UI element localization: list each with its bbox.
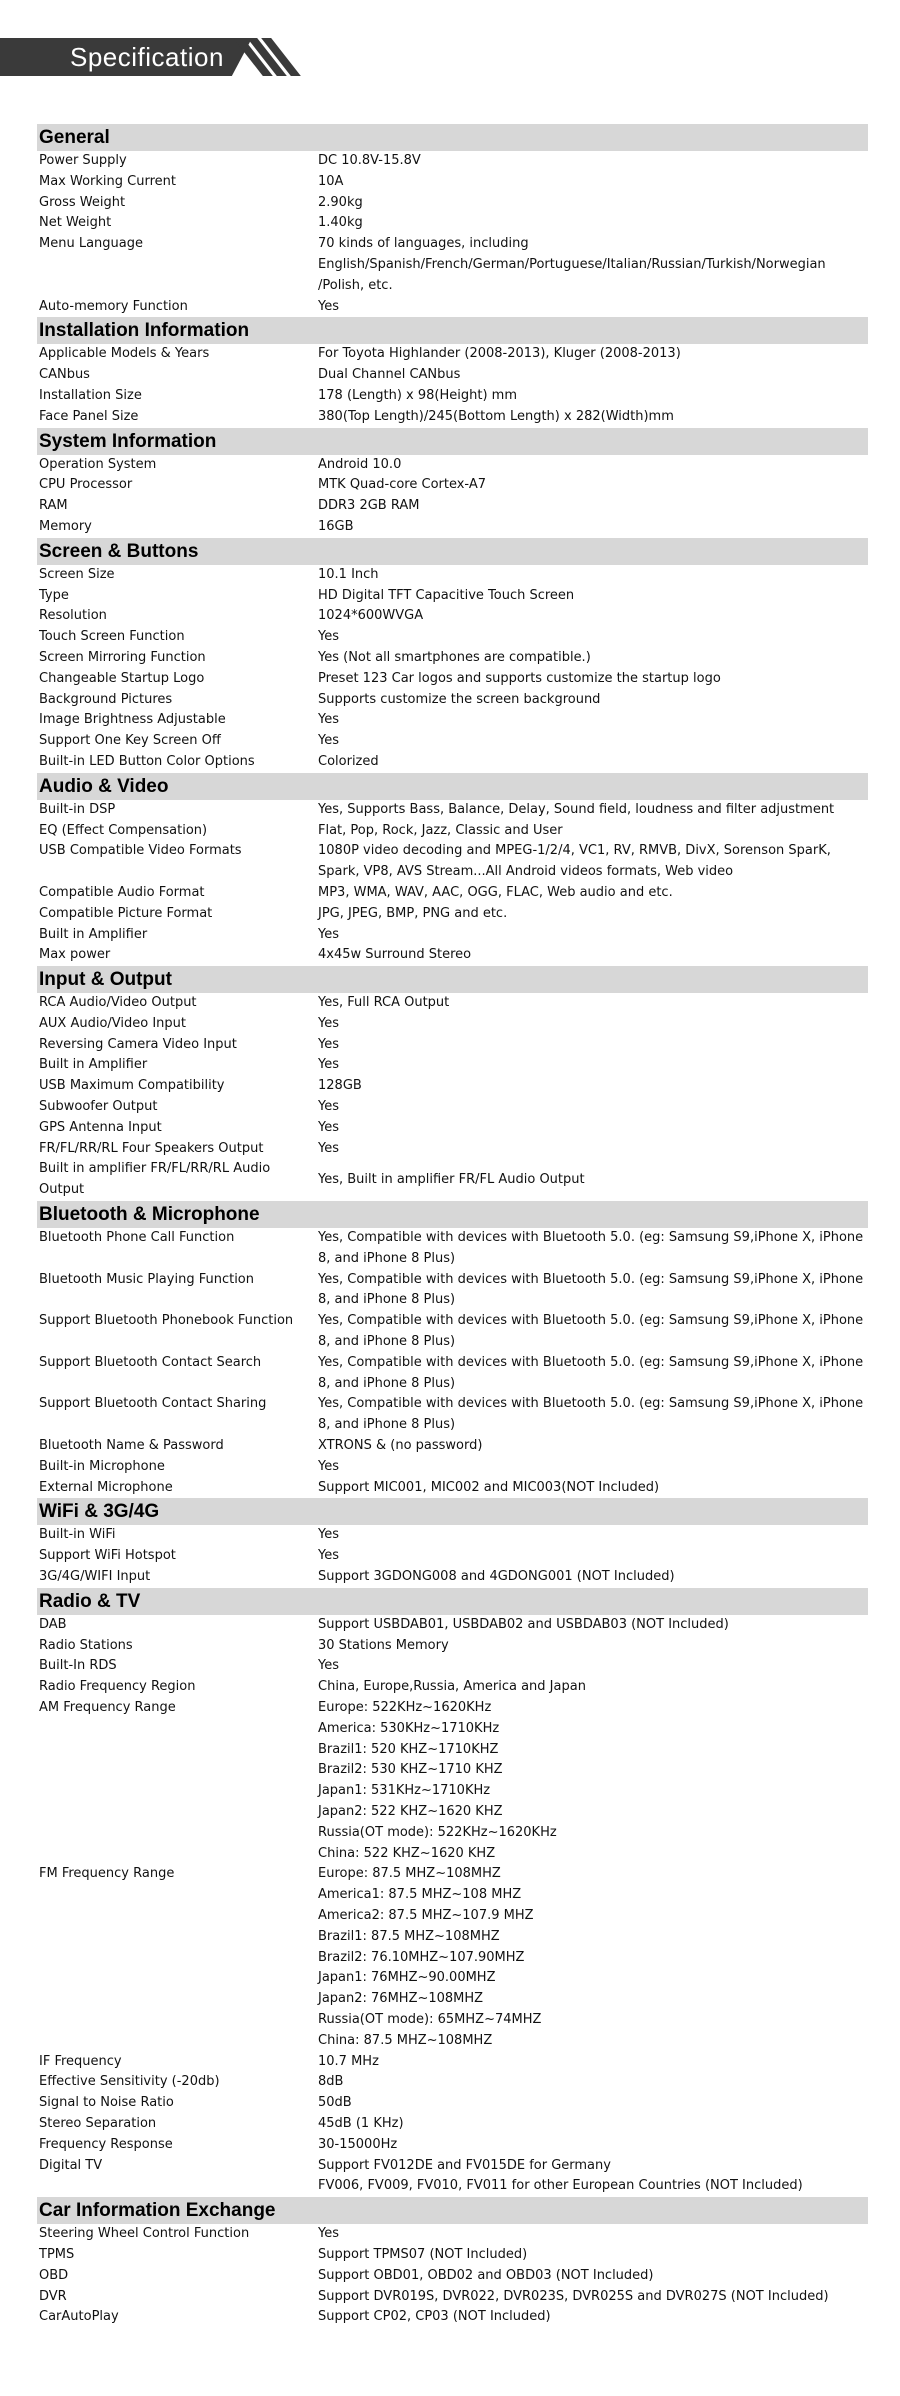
spec-value: 2.90kg bbox=[318, 194, 363, 210]
spec-label: Max power bbox=[39, 947, 111, 963]
spec-row bbox=[37, 925, 868, 946]
spec-row bbox=[37, 2307, 868, 2328]
spec-label: Operation System bbox=[39, 456, 157, 472]
spec-row bbox=[37, 213, 868, 234]
spec-value: Yes bbox=[318, 926, 339, 942]
spec-value: 10.1 Inch bbox=[318, 566, 379, 582]
spec-value: Yes, Compatible with devices with Bluetooth 5.0. (eg: Samsung S9,iPhone X, iPhone 8, and iPhone 8 Plus) bbox=[318, 1354, 864, 1391]
section-header: Audio & Video bbox=[37, 773, 868, 800]
spec-label: Subwoofer Output bbox=[39, 1099, 158, 1115]
spec-row bbox=[37, 2224, 868, 2245]
spec-label: Touch Screen Function bbox=[39, 629, 185, 645]
spec-value: Yes bbox=[318, 1548, 339, 1564]
spec-row bbox=[37, 344, 868, 365]
spec-label: Applicable Models & Years bbox=[39, 346, 210, 362]
spec-row bbox=[37, 234, 868, 296]
spec-value: 1080P video decoding and MPEG-1/2/4, VC1, RV, RMVB, DivX, Sorenson SparK, Spark, VP8, AVS Stream...All Android videos formats, Web video bbox=[318, 843, 831, 880]
spec-label: Radio Frequency Region bbox=[39, 1679, 196, 1695]
spec-row bbox=[37, 1035, 868, 1056]
spec-value: 10.7 MHz bbox=[318, 2053, 379, 2069]
spec-row bbox=[37, 2135, 868, 2156]
spec-label: Max Working Current bbox=[39, 173, 176, 189]
spec-label: Auto-memory Function bbox=[39, 298, 188, 314]
spec-row bbox=[37, 151, 868, 172]
spec-label: Type bbox=[39, 587, 69, 603]
spec-label: Power Supply bbox=[39, 153, 127, 168]
spec-value: Yes bbox=[318, 298, 339, 314]
spec-label: DAB bbox=[39, 1616, 67, 1632]
spec-value: DC 10.8V-15.8V bbox=[318, 153, 421, 168]
spec-value: Support MIC001, MIC002 and MIC003(NOT Included) bbox=[318, 1479, 660, 1495]
spec-label: Installation Size bbox=[39, 387, 142, 403]
spec-row bbox=[37, 1076, 868, 1097]
spec-value: MP3, WMA, WAV, AAC, OGG, FLAC, Web audio and etc. bbox=[318, 884, 673, 900]
spec-label: Effective Sensitivity (-20db) bbox=[39, 2074, 220, 2090]
spec-value: Support DVR019S, DVR022, DVR023S, DVR025S and DVR027S (NOT Included) bbox=[318, 2288, 829, 2304]
spec-value: Support CP02, CP03 (NOT Included) bbox=[318, 2309, 551, 2325]
spec-value: Yes bbox=[318, 1658, 339, 1674]
spec-table bbox=[37, 124, 868, 2328]
spec-row bbox=[37, 690, 868, 711]
spec-value: Yes (Not all smartphones are compatible.) bbox=[318, 649, 591, 665]
spec-label: Support One Key Screen Off bbox=[39, 733, 221, 749]
spec-value: Yes, Supports Bass, Balance, Delay, Sound field, loudness and filter adjustment bbox=[318, 801, 835, 817]
spec-value: JPG, JPEG, BMP, PNG and etc. bbox=[318, 905, 508, 921]
spec-value: China, Europe,Russia, America and Japan bbox=[318, 1679, 586, 1695]
spec-row bbox=[37, 800, 868, 821]
page-title: Specification bbox=[70, 42, 224, 72]
spec-label: AM Frequency Range bbox=[39, 1700, 176, 1715]
spec-row bbox=[37, 2245, 868, 2266]
spec-row bbox=[37, 365, 868, 386]
spec-row bbox=[37, 1353, 868, 1395]
spec-value: 16GB bbox=[318, 518, 354, 534]
spec-label: Menu Language bbox=[39, 236, 143, 252]
spec-value: Android 10.0 bbox=[318, 456, 402, 472]
spec-value: Yes bbox=[318, 1015, 339, 1031]
spec-value: Yes, Compatible with devices with Bluetooth 5.0. (eg: Samsung S9,iPhone X, iPhone 8, and iPhone 8 Plus) bbox=[318, 1271, 864, 1308]
spec-label: External Microphone bbox=[39, 1479, 173, 1495]
spec-row bbox=[37, 627, 868, 648]
spec-row bbox=[37, 606, 868, 627]
spec-label: Background Pictures bbox=[39, 691, 173, 707]
spec-label: Memory bbox=[39, 518, 92, 534]
spec-label: CarAutoPlay bbox=[39, 2309, 119, 2325]
section-header: WiFi & 3G/4G bbox=[37, 1498, 868, 1525]
section-header: System Information bbox=[37, 428, 868, 455]
spec-label: Support WiFi Hotspot bbox=[39, 1548, 176, 1564]
spec-label: Compatible Audio Format bbox=[39, 884, 205, 900]
spec-label: Changeable Startup Logo bbox=[39, 670, 205, 686]
spec-value: 30-15000Hz bbox=[318, 2136, 398, 2152]
spec-row bbox=[37, 2093, 868, 2114]
spec-value: HD Digital TFT Capacitive Touch Screen bbox=[318, 587, 575, 603]
spec-value: Preset 123 Car logos and supports customize the startup logo bbox=[318, 670, 721, 686]
spec-row bbox=[37, 407, 868, 428]
spec-label: Support Bluetooth Contact Search bbox=[39, 1354, 262, 1370]
spec-value: 4x45w Surround Stereo bbox=[318, 947, 472, 963]
spec-row bbox=[37, 1457, 868, 1478]
spec-label: FM Frequency Range bbox=[39, 1866, 175, 1882]
spec-value: Support TPMS07 (NOT Included) bbox=[318, 2246, 528, 2262]
spec-row bbox=[37, 2287, 868, 2308]
spec-row bbox=[37, 1525, 868, 1546]
spec-row bbox=[37, 841, 868, 883]
spec-value: 45dB (1 KHz) bbox=[318, 2115, 404, 2131]
spec-label: Reversing Camera Video Input bbox=[39, 1036, 237, 1052]
spec-row bbox=[37, 2072, 868, 2093]
spec-value: For Toyota Highlander (2008-2013), Kluger (2008-2013) bbox=[318, 346, 681, 362]
spec-row bbox=[37, 1677, 868, 1698]
spec-label: Frequency Response bbox=[39, 2136, 173, 2152]
spec-row bbox=[37, 2052, 868, 2073]
spec-value: Yes, Built in amplifier FR/FL Audio Output bbox=[318, 1171, 585, 1187]
spec-row bbox=[37, 648, 868, 669]
spec-value: Yes bbox=[318, 733, 339, 749]
spec-label: Bluetooth Name & Password bbox=[39, 1438, 224, 1454]
spec-label: OBD bbox=[39, 2267, 69, 2283]
spec-row bbox=[37, 1478, 868, 1499]
spec-value: Colorized bbox=[318, 753, 379, 769]
spec-row bbox=[37, 1118, 868, 1139]
spec-row bbox=[37, 1698, 868, 1864]
spec-row bbox=[37, 297, 868, 318]
spec-value: Yes, Compatible with devices with Bluetooth 5.0. (eg: Samsung S9,iPhone X, iPhone 8, and iPhone 8 Plus) bbox=[318, 1313, 864, 1350]
spec-label: EQ (Effect Compensation) bbox=[39, 822, 208, 838]
section-header: Installation Information bbox=[37, 317, 868, 344]
spec-row bbox=[37, 1270, 868, 1312]
spec-label: Built in Amplifier bbox=[39, 926, 148, 942]
spec-label: Support Bluetooth Phonebook Function bbox=[39, 1313, 294, 1329]
spec-row bbox=[37, 1636, 868, 1657]
spec-label: Built in Amplifier bbox=[39, 1057, 148, 1073]
spec-row bbox=[37, 1567, 868, 1588]
spec-value: 1.40kg bbox=[318, 215, 363, 231]
spec-value: Europe: 522KHz~1620KHz America: 530KHz~1710KHz Brazil1: 520 KHZ~1710KHZ Brazil2: 530 KHZ~1710 KHZ Japan1: 531KHz~1710KHz Japan2: 522 KHZ~1620 KHZ Russia(OT mode): 522KHz~1620KHz China: 522 KHZ~1620 KHZ bbox=[318, 1700, 557, 1861]
spec-row bbox=[37, 193, 868, 214]
spec-value: Support USBDAB01, USBDAB02 and USBDAB03 (NOT Included) bbox=[318, 1616, 729, 1632]
spec-label: IF Frequency bbox=[39, 2053, 122, 2069]
spec-label: Screen Size bbox=[39, 566, 115, 582]
spec-value: Yes bbox=[318, 1119, 339, 1135]
spec-row bbox=[37, 496, 868, 517]
spec-label: TPMS bbox=[39, 2246, 75, 2262]
spec-value: Yes bbox=[318, 1057, 339, 1073]
spec-value: DDR3 2GB RAM bbox=[318, 498, 420, 514]
section-header: General bbox=[37, 124, 868, 151]
spec-row bbox=[37, 1014, 868, 1035]
section-header: Car Information Exchange bbox=[37, 2197, 868, 2224]
spec-row bbox=[37, 1436, 868, 1457]
spec-label: USB Maximum Compatibility bbox=[39, 1078, 225, 1094]
spec-value: Support OBD01, OBD02 and OBD03 (NOT Included) bbox=[318, 2267, 654, 2283]
spec-label: CPU Processor bbox=[39, 477, 133, 493]
spec-value: 70 kinds of languages, including English/Spanish/French/German/Portuguese/Italian/Russian/Turkish/Norwegian /Polish, etc. bbox=[318, 236, 826, 293]
spec-label: FR/FL/RR/RL Four Speakers Output bbox=[39, 1140, 264, 1156]
spec-label: Signal to Noise Ratio bbox=[39, 2095, 174, 2111]
spec-label: Screen Mirroring Function bbox=[39, 649, 206, 665]
spec-value: Supports customize the screen background bbox=[318, 691, 601, 707]
spec-row bbox=[37, 993, 868, 1014]
spec-label: 3G/4G/WIFI Input bbox=[39, 1569, 151, 1585]
spec-label: Built-in LED Button Color Options bbox=[39, 753, 255, 769]
spec-row bbox=[37, 821, 868, 842]
spec-value: Yes bbox=[318, 1099, 339, 1115]
spec-value: Flat, Pop, Rock, Jazz, Classic and User bbox=[318, 822, 563, 838]
spec-value: 1024*600WVGA bbox=[318, 608, 424, 624]
spec-value: 30 Stations Memory bbox=[318, 1637, 449, 1653]
spec-row bbox=[37, 475, 868, 496]
spec-value: 8dB bbox=[318, 2074, 344, 2090]
spec-value: Yes bbox=[318, 629, 339, 645]
spec-row bbox=[37, 586, 868, 607]
spec-row bbox=[37, 883, 868, 904]
spec-row bbox=[37, 2156, 868, 2198]
spec-row bbox=[37, 386, 868, 407]
spec-label: DVR bbox=[39, 2288, 67, 2304]
spec-label: RAM bbox=[39, 498, 68, 514]
specification-banner bbox=[0, 38, 292, 76]
spec-row bbox=[37, 669, 868, 690]
spec-row bbox=[37, 731, 868, 752]
spec-value: 128GB bbox=[318, 1078, 362, 1094]
spec-label: RCA Audio/Video Output bbox=[39, 995, 197, 1011]
spec-row bbox=[37, 904, 868, 925]
section-header: Radio & TV bbox=[37, 1588, 868, 1615]
spec-label: Built-in WiFi bbox=[39, 1527, 116, 1543]
spec-label: Steering Wheel Control Function bbox=[39, 2226, 250, 2242]
spec-value: Yes, Compatible with devices with Bluetooth 5.0. (eg: Samsung S9,iPhone X, iPhone 8, and iPhone 8 Plus) bbox=[318, 1396, 864, 1433]
spec-label: Resolution bbox=[39, 608, 107, 624]
spec-label: Built-in Microphone bbox=[39, 1458, 165, 1474]
spec-row bbox=[37, 1139, 868, 1160]
spec-value: Yes bbox=[318, 712, 339, 728]
spec-label: Compatible Picture Format bbox=[39, 905, 213, 921]
section-header: Bluetooth & Microphone bbox=[37, 1201, 868, 1228]
section-header: Input & Output bbox=[37, 966, 868, 993]
spec-value: Support 3GDONG008 and 4GDONG001 (NOT Included) bbox=[318, 1569, 675, 1585]
spec-row bbox=[37, 2114, 868, 2135]
spec-label: Built-in DSP bbox=[39, 801, 116, 817]
spec-value: MTK Quad-core Cortex-A7 bbox=[318, 477, 486, 493]
spec-value: Yes, Full RCA Output bbox=[318, 995, 450, 1011]
spec-label: USB Compatible Video Formats bbox=[39, 843, 242, 859]
spec-value: Yes bbox=[318, 1527, 339, 1543]
spec-label: Stereo Separation bbox=[39, 2115, 157, 2131]
spec-row bbox=[37, 1055, 868, 1076]
spec-row bbox=[37, 710, 868, 731]
spec-row bbox=[37, 1394, 868, 1436]
spec-label: Support Bluetooth Contact Sharing bbox=[39, 1396, 267, 1412]
spec-row bbox=[37, 1656, 868, 1677]
spec-row bbox=[37, 1097, 868, 1118]
spec-label: Bluetooth Music Playing Function bbox=[39, 1271, 255, 1287]
spec-value: Support FV012DE and FV015DE for Germany FV006, FV009, FV010, FV011 for other European Countries (NOT Included) bbox=[318, 2157, 803, 2194]
spec-row bbox=[37, 455, 868, 476]
spec-value: Yes bbox=[318, 1140, 339, 1156]
spec-label: Face Panel Size bbox=[39, 408, 139, 424]
spec-value: 50dB bbox=[318, 2095, 352, 2111]
spec-value: 178 (Length) x 98(Height) mm bbox=[318, 387, 518, 403]
spec-value: XTRONS & (no password) bbox=[318, 1438, 483, 1454]
spec-label: GPS Antenna Input bbox=[39, 1119, 162, 1135]
spec-label: Image Brightness Adjustable bbox=[39, 712, 226, 728]
spec-label: Bluetooth Phone Call Function bbox=[39, 1230, 235, 1246]
spec-value: Yes bbox=[318, 2226, 339, 2242]
spec-row bbox=[37, 1311, 868, 1353]
spec-row bbox=[37, 945, 868, 966]
section-header: Screen & Buttons bbox=[37, 538, 868, 565]
spec-value: Dual Channel CANbus bbox=[318, 367, 461, 383]
spec-row bbox=[37, 172, 868, 193]
spec-label: CANbus bbox=[39, 367, 90, 383]
spec-row bbox=[37, 752, 868, 773]
spec-row bbox=[37, 517, 868, 538]
spec-row bbox=[37, 1159, 868, 1201]
spec-value: Europe: 87.5 MHZ~108MHZ America1: 87.5 MHZ~108 MHZ America2: 87.5 MHZ~107.9 MHZ Brazil1: 87.5 MHZ~108MHZ Brazil2: 76.10MHZ~107.90MHZ Japan1: 76MHZ~90.00MHZ Japan2: 76MHZ~108MHZ Russia(OT mode): 65MHZ~74MHZ China: 87.5 MHZ~108MHZ bbox=[318, 1866, 542, 2048]
spec-row bbox=[37, 1615, 868, 1636]
spec-label: Built-In RDS bbox=[39, 1658, 117, 1674]
spec-row bbox=[37, 2266, 868, 2287]
spec-label: Built in amplifier FR/FL/RR/RL Audio Output bbox=[39, 1161, 271, 1198]
spec-value: Yes bbox=[318, 1036, 339, 1052]
spec-value: 10A bbox=[318, 173, 344, 189]
spec-row bbox=[37, 1864, 868, 2051]
spec-label: Net Weight bbox=[39, 215, 112, 231]
spec-label: AUX Audio/Video Input bbox=[39, 1015, 186, 1031]
spec-label: Digital TV bbox=[39, 2157, 103, 2173]
spec-row bbox=[37, 1546, 868, 1567]
spec-value: Yes, Compatible with devices with Bluetooth 5.0. (eg: Samsung S9,iPhone X, iPhone 8, and iPhone 8 Plus) bbox=[318, 1230, 864, 1266]
spec-row bbox=[37, 565, 868, 586]
spec-row bbox=[37, 1228, 868, 1270]
spec-value: Yes bbox=[318, 1458, 339, 1474]
spec-value: 380(Top Length)/245(Bottom Length) x 282(Width)mm bbox=[318, 408, 674, 424]
spec-label: Radio Stations bbox=[39, 1637, 133, 1653]
spec-label: Gross Weight bbox=[39, 194, 126, 210]
